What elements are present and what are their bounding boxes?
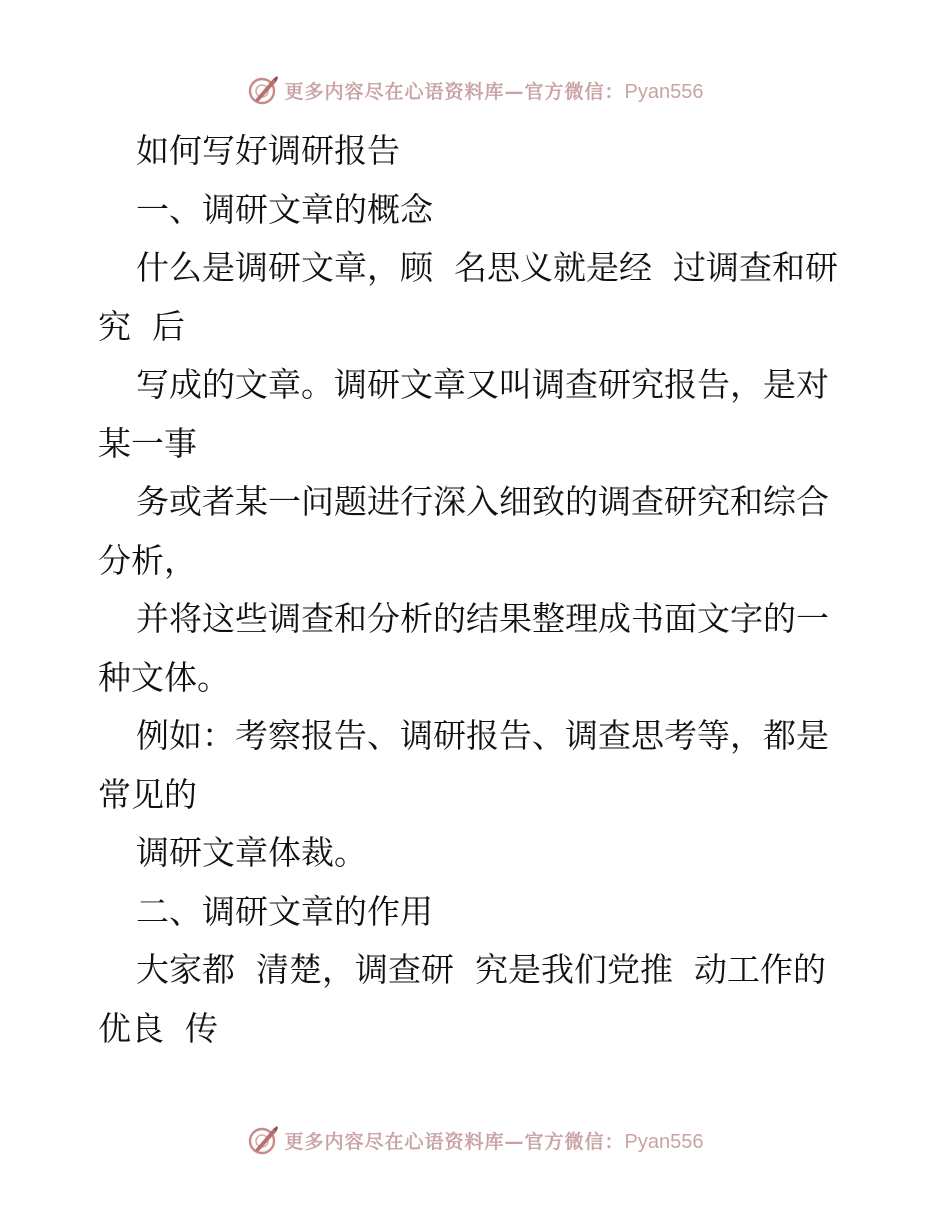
text-line: 如何写好调研报告 — [136, 131, 400, 170]
text-line: 写成的文章。调研文章又叫调查研究报告，是对 — [136, 365, 829, 404]
footer-watermark — [0, 1120, 950, 1160]
text-line: 某一事 — [98, 423, 197, 463]
text-line: 分析， — [98, 540, 197, 580]
pen-logo-icon — [247, 1124, 279, 1156]
document-body — [98, 122, 858, 1058]
text-line: 究 后 — [98, 306, 185, 346]
watermark-text: 更多内容尽在心语资料库—官方微信：Pyan556 — [284, 80, 704, 103]
header-watermark — [0, 70, 950, 110]
text-line: 优良 传 — [98, 1008, 218, 1048]
text-line: 一、调研文章的概念 — [136, 189, 433, 229]
text-line: 二、调研文章的作用 — [136, 891, 433, 931]
text-line: 常见的 — [98, 774, 197, 814]
watermark-handle: Pyan556 — [624, 1130, 704, 1153]
text-line: 什么是调研文章，顾 名思义就是经 过调查和研 — [136, 248, 838, 287]
watermark-handle: Pyan556 — [624, 80, 704, 103]
text-line: 调研文章体裁。 — [136, 833, 367, 872]
text-line: 大家都 清楚，调查研 究是我们党推 动工作的 — [136, 950, 826, 989]
text-line: 种文体。 — [98, 657, 230, 697]
pen-logo-icon — [247, 74, 279, 106]
watermark-text: 更多内容尽在心语资料库—官方微信：Pyan556 — [284, 1130, 704, 1153]
text-line: 务或者某一问题进行深入细致的调查研究和综合 — [136, 482, 829, 521]
text-line: 并将这些调查和分析的结果整理成书面文字的一 — [136, 599, 829, 638]
text-line: 例如：考察报告、调研报告、调查思考等，都是 — [136, 716, 829, 755]
